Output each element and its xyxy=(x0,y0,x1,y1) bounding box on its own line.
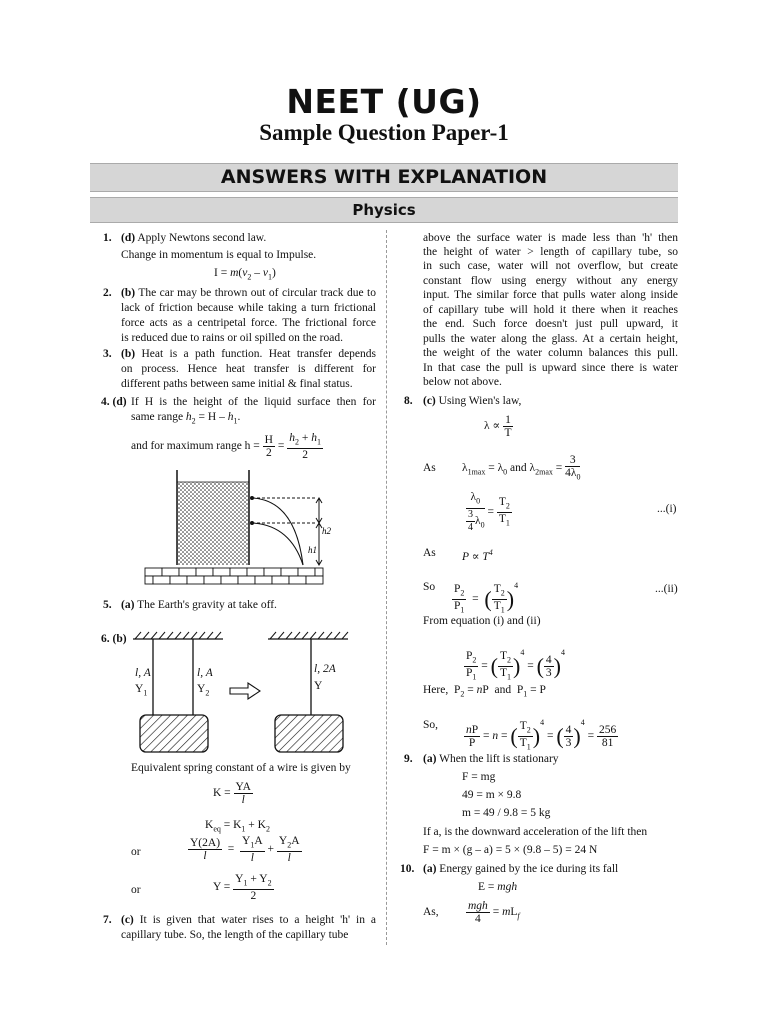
subject-band-label: Physics xyxy=(352,201,416,219)
q6-wire3-y: Y xyxy=(314,680,323,692)
q7-line1: (c) It is given that water rises to a height 'h' in a xyxy=(121,914,377,926)
q8-so2-label: So, xyxy=(423,719,439,731)
q6-number: 6. (b) xyxy=(101,633,127,645)
q6-eq2: $\frac{Y(2A)}{l}$ = $\frac{Y_1A}{l}$ + $\frac{Y_2A}{l}$ xyxy=(190,834,300,864)
q9-eq5: F = m × (g – a) = 5 × (9.8 – 5) = 24 N xyxy=(423,844,598,856)
q6-or2: or xyxy=(131,884,141,896)
q7-cont-9: the weight of the water column balances this pull. xyxy=(423,347,678,359)
column-separator xyxy=(386,230,387,945)
q8-tag2: ...(ii) xyxy=(655,583,678,595)
q8-as2-eq: $P \propto T^4$ xyxy=(462,548,493,563)
q8-here: Here, $P_2$ = nP and $P_1 = P$ xyxy=(423,684,546,699)
q1-number: 1. xyxy=(103,232,112,244)
q7-cont-4: constant flow using energy without any energy xyxy=(423,275,678,287)
page-subtitle: Sample Question Paper-1 xyxy=(259,120,509,145)
q8-so2-eq: $\frac{nP}{P}$ = n = ( $\frac{T_2}{T_1}$ )$^4$ = ( $\frac{4}{3}$ )$^4$ = $\frac{256}{81}$ xyxy=(466,718,617,752)
q8-as1-eq: $\lambda_{1max} = \lambda_0$ and $\lambda_{2max}$ = $\frac{3}{4\lambda_0}$ xyxy=(462,453,581,481)
q2-line4: is reduced due to rains or oil spilled on the road. xyxy=(121,332,343,344)
q10-frac-eq: $\frac{\text{mgh}}{4}$ = $mL_f$ xyxy=(468,899,520,925)
q1-equation: $I = m(v_2 - v_1)$ xyxy=(214,267,276,282)
q4-tank-diagram xyxy=(140,465,380,590)
q4-max-range: and for maximum range h = $\frac{H}{2}$ = $\frac{h_2 + h_1}{2}$ xyxy=(131,431,321,461)
q4-h1-label: h1 xyxy=(308,545,317,555)
q8-lambda: λ ∝ $\frac{1}{T}$ xyxy=(484,413,512,439)
q4-line1: If H is the height of the liquid surface then for xyxy=(131,396,376,408)
q7-cont-11: below not above. xyxy=(423,376,502,388)
q8-ratio1: $\lambda_0$ $\frac{3}{4}$ $\lambda_0$ = $\frac{T_2}{T_1}$ xyxy=(468,491,510,533)
q6-k-eq: K = $\frac{YA}{l}$ xyxy=(213,780,251,806)
q9-number: 9. xyxy=(404,753,413,765)
q6-wire-diagram xyxy=(128,630,378,755)
page-title: NEET (UG) xyxy=(286,82,482,121)
q7-cont-5: input. The similar force that pulls water along inside xyxy=(423,289,678,301)
q2-line3: force acts as a centripetal force. The frictional force xyxy=(121,317,376,329)
q3-line3: different paths between same initial & final status. xyxy=(121,378,353,390)
q9-eq4: If a, is the downward acceleration of the lift then xyxy=(423,826,648,838)
q6-wire2-y: $Y_2$ xyxy=(197,683,210,698)
q6-wire3-la: l, 2A xyxy=(314,663,336,675)
q4-frac-sum: $\frac{h_2 + h_1}{2}$ xyxy=(289,431,321,461)
answers-band xyxy=(90,163,678,192)
q1-answer: (d) Apply Newtons second law. xyxy=(121,232,267,244)
q8-answer: (c) Using Wien's law, xyxy=(423,395,522,407)
q8-as2-label: As xyxy=(423,547,436,559)
q6-wire1-y: $Y_1$ xyxy=(135,683,148,698)
q10-as: As, xyxy=(423,906,439,918)
answers-band-label: ANSWERS WITH EXPLANATION xyxy=(220,166,548,188)
q2-line2: lack of friction because while taking a turn frictional xyxy=(121,302,376,314)
q5-answer: (a) The Earth's gravity at take off. xyxy=(121,599,277,611)
q6-wire1-la: l, A xyxy=(135,667,151,679)
q3-line1: (b) Heat is a path function. Heat transfer depends xyxy=(121,348,376,360)
q6-line1: Equivalent spring constant of a wire is given by xyxy=(131,762,351,774)
q3-number: 3. xyxy=(103,348,112,360)
q4-h2-label: h2 xyxy=(322,526,331,536)
q6-keq: $K_{eq} = K_1 + K_2$ xyxy=(205,819,270,834)
q6-or1: or xyxy=(131,846,141,858)
q7-cont-10: In that case the pull is upward since there is water xyxy=(423,362,678,374)
subject-band xyxy=(90,197,678,223)
q4-frac-h2: $\frac{H}{2}$ xyxy=(264,433,273,459)
q9-eq3: m = 49 / 9.8 = 5 kg xyxy=(462,807,551,819)
q8-from-eq: $\frac{P_2}{P_1}$ = ( $\frac{T_2}{T_1}$ )$^4$ = ( $\frac{4}{3}$ )$^4$ xyxy=(466,648,565,682)
q8-from: From equation (i) and (ii) xyxy=(423,615,541,627)
q6-y-eq: Y = $\frac{Y_1 + Y_2}{2}$ xyxy=(213,872,272,902)
q7-number: 7. xyxy=(103,914,112,926)
q8-so-eq: $\frac{P_2}{P_1}$ = ( $\frac{T_2}{T_1}$ )$^4$ xyxy=(454,581,519,615)
q2-number: 2. xyxy=(103,287,112,299)
q9-answer: (a) When the lift is stationary xyxy=(423,753,559,765)
q4-number: 4. (d) xyxy=(101,396,127,408)
q8-so-label: So xyxy=(423,581,436,593)
q3-line2: on process. Hence heat transfer is different for xyxy=(121,363,376,375)
q7-cont-1: above the surface water is made less than 'h' then xyxy=(423,232,678,244)
q1-line2: Change in momentum is equal to Impulse. xyxy=(121,249,317,261)
q5-number: 5. xyxy=(103,599,112,611)
q8-number: 8. xyxy=(404,395,413,407)
q7-cont-6: of capillary tube will hold it there when it reaches xyxy=(423,304,678,316)
q8-tag1: ...(i) xyxy=(657,503,677,515)
q7-line2: capillary tube. So, the length of the capillary tube xyxy=(121,929,349,941)
q4-line2: same range $h_2 = H - h_1$. xyxy=(131,411,241,426)
q10-answer: (a) Energy gained by the ice during its fall xyxy=(423,863,619,875)
q9-eq1: F = mg xyxy=(462,771,496,783)
q10-eq1: E = mgh xyxy=(478,881,518,893)
q7-cont-3: in such case, water will not overflow, but create xyxy=(423,260,678,272)
q7-cont-7: the end. Such force doesn't just pull upward, it xyxy=(423,318,678,330)
q9-eq2: 49 = m × 9.8 xyxy=(462,789,522,801)
q10-number: 10. xyxy=(400,863,415,875)
q7-cont-8: pulls the water along the glass. At a certain height, xyxy=(423,333,678,345)
q2-line1: (b) The car may be thrown out of circular track due to xyxy=(121,287,376,299)
q6-wire2-la: l, A xyxy=(197,667,213,679)
q8-as1-label: As xyxy=(423,462,436,474)
q7-cont-2: the height of water > length of capillary tube, so xyxy=(423,246,678,258)
